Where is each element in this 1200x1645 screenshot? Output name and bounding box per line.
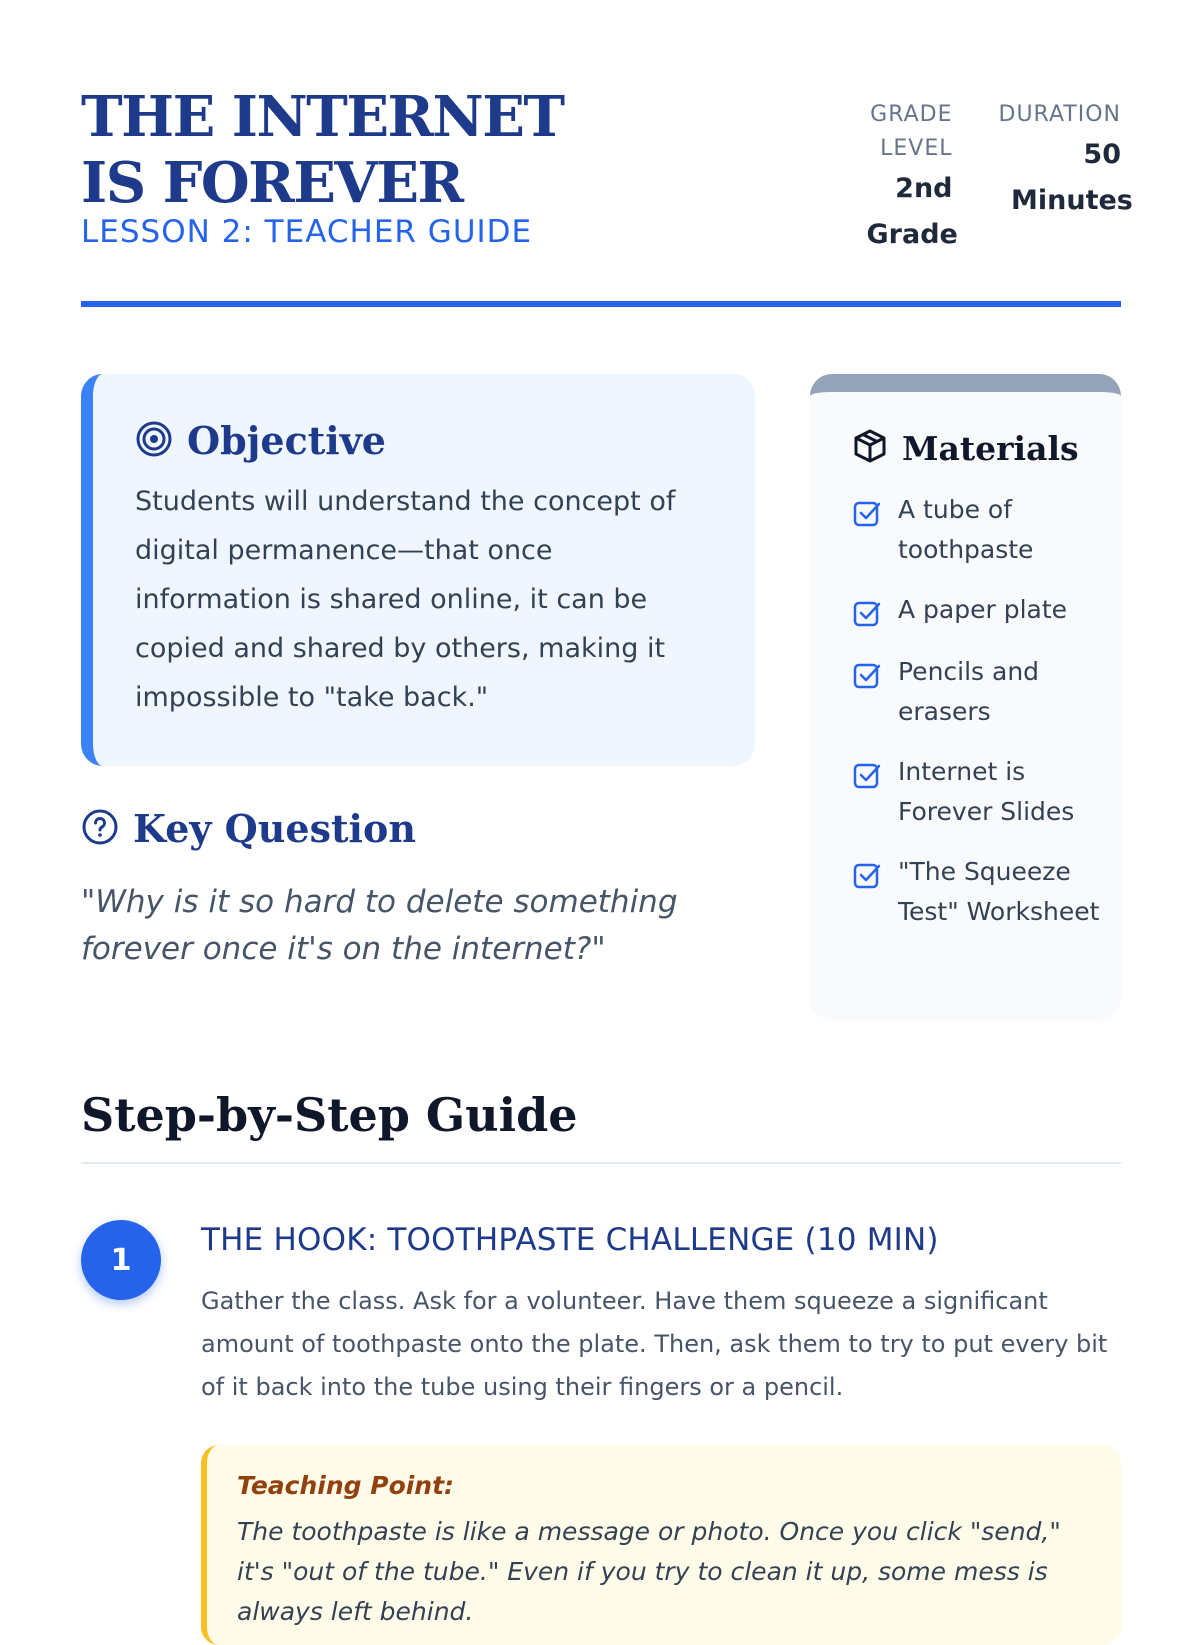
key-question-title: Key Question: [133, 806, 416, 851]
key-question-heading: [81, 806, 761, 851]
materials-item-label: Pencils and erasers: [898, 657, 1040, 726]
duration-value: 50 Minutes: [1011, 139, 1133, 216]
materials-item: [852, 752, 1101, 832]
materials-card: [810, 374, 1121, 1020]
guide-divider: [81, 1162, 1121, 1164]
header-divider: [81, 301, 1121, 307]
duration-block: [998, 98, 1133, 258]
grade-level-label: GRADE LEVEL: [870, 102, 953, 161]
target-icon: [135, 420, 173, 462]
grade-level-value: 2nd Grade: [866, 173, 958, 250]
step-number-badge: 1: [81, 1220, 161, 1300]
materials-item-label: A paper plate: [898, 595, 1068, 624]
box-icon: [852, 428, 888, 468]
step-item: [201, 1222, 1121, 1645]
key-question-section: [81, 806, 761, 973]
teaching-point-callout: [201, 1445, 1121, 1645]
grade-level-block: [866, 98, 958, 258]
duration-label: DURATION: [998, 102, 1121, 127]
checkbox-checked-icon: [852, 760, 882, 794]
step-title: THE HOOK: TOOTHPASTE CHALLENGE (10 MIN): [201, 1222, 939, 1258]
page-subtitle: LESSON 2: TEACHER GUIDE: [81, 214, 533, 250]
key-question-quote: "Why is it so hard to delete something forever once it's on the internet?": [81, 884, 678, 967]
guide-title: Step-by-Step Guide: [81, 1088, 578, 1142]
materials-item-label: Internet is Forever Slides: [898, 757, 1075, 826]
objective-text: Students will understand the concept of digital permanence—that once information is shared online, it can be copied and shared by others, making it impossible to "take back.": [135, 486, 676, 713]
materials-item: [852, 852, 1101, 932]
objective-card: [81, 374, 755, 766]
materials-item: [852, 590, 1101, 632]
materials-item: [852, 490, 1101, 570]
objective-title: Objective: [187, 418, 386, 463]
page-title: THE INTERNET IS FOREVER: [81, 84, 564, 216]
step-text: Gather the class. Ask for a volunteer. Have them squeeze a significant amount of toothpaste onto the plate. Then, ask them to try to put every bit of it back into the tube using their fingers or a pencil.: [201, 1287, 1108, 1401]
materials-heading: [852, 428, 1101, 468]
materials-list: [852, 490, 1101, 932]
checkbox-checked-icon: [852, 498, 882, 532]
checkbox-checked-icon: [852, 598, 882, 632]
lesson-meta: [866, 98, 1133, 258]
question-circle-icon: [81, 808, 119, 850]
checkbox-checked-icon: [852, 660, 882, 694]
objective-heading: [135, 418, 715, 463]
teaching-point-label: Teaching Point:: [237, 1471, 455, 1500]
materials-title: Materials: [902, 428, 1079, 468]
materials-item-label: "The Squeeze Test" Worksheet: [898, 857, 1100, 926]
teaching-point-text: The toothpaste is like a message or photo. Once you click "send," it's "out of the tube." Even if you try to clean it up, some mess is always left behind.: [237, 1517, 1061, 1626]
checkbox-checked-icon: [852, 860, 882, 894]
materials-item: [852, 652, 1101, 732]
materials-item-label: A tube of toothpaste: [898, 495, 1034, 564]
